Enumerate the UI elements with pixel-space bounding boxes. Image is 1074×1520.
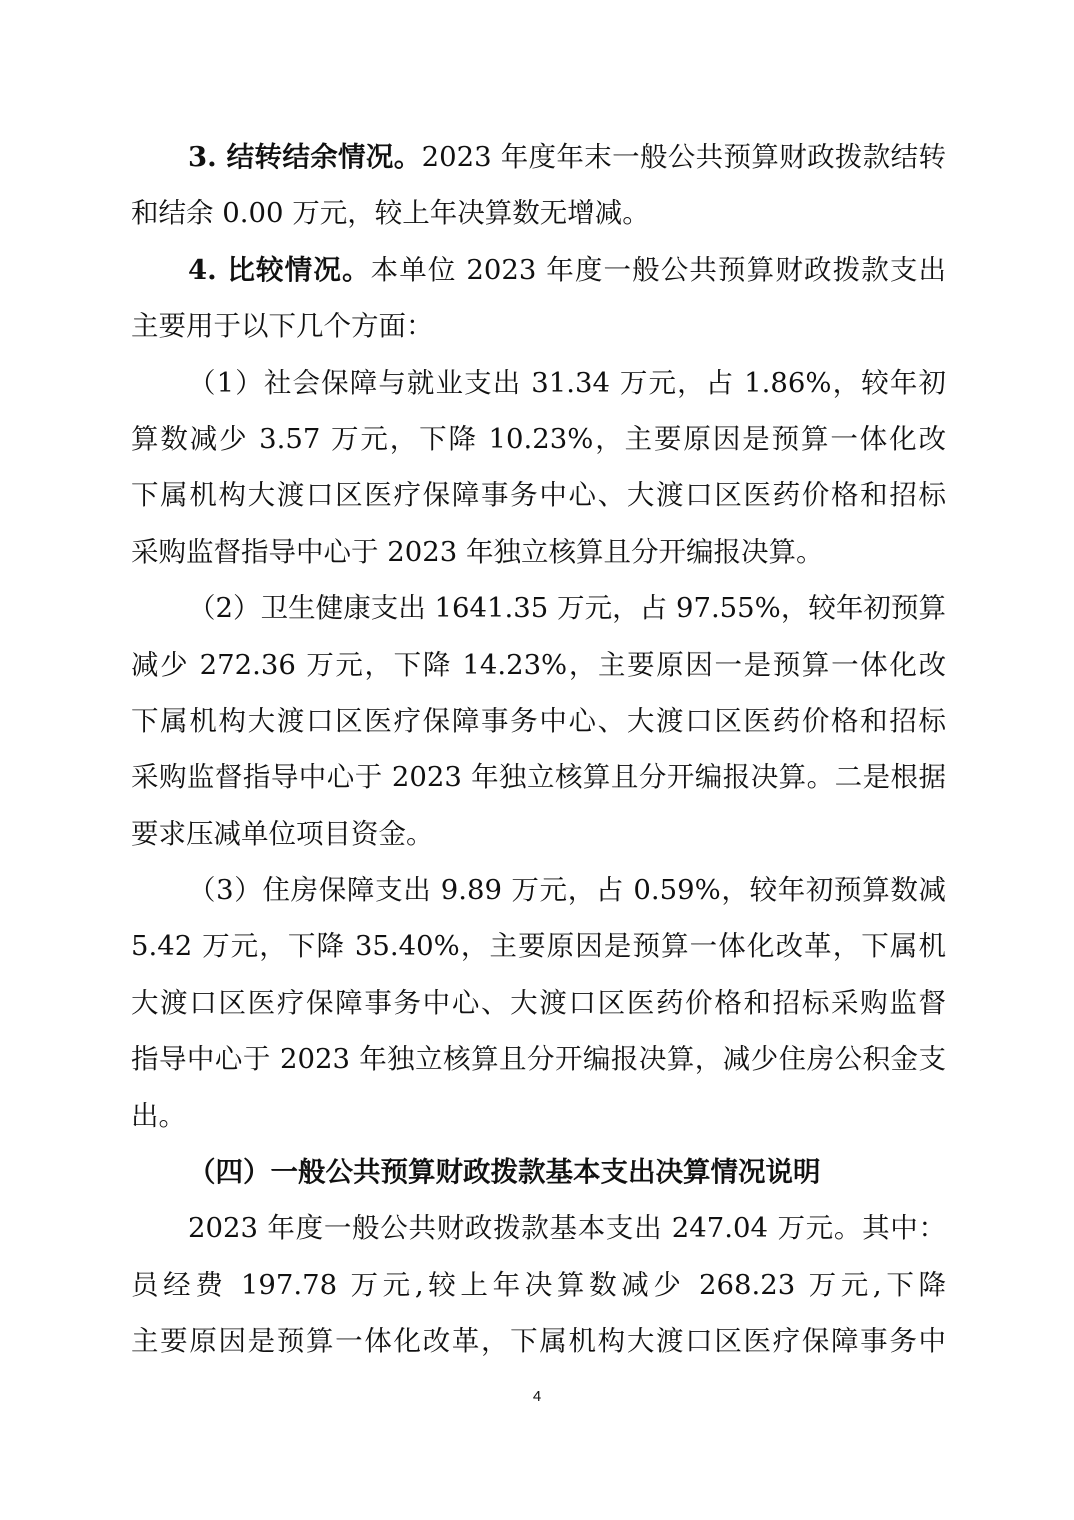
text-line [131,1313,946,1369]
text-line [131,862,946,918]
line-text: 员经费 197.78 万元,较上年决算数减少 268.23 万元,下降 [131,1268,946,1301]
line-text: 大渡口区医疗保障事务中心、大渡口区医药价格和招标采购监督 [131,986,946,1019]
line-text: 要求压减单位项目资金。 [131,817,434,850]
text-line [131,637,946,693]
text-line [131,298,946,354]
line-text: 2023 年度一般公共财政拨款基本支出 247.04 万元。其中： [188,1212,946,1245]
bold-lead: 4. 比较情况。 [188,253,371,286]
text-line [131,411,946,467]
line-text: 主要原因是预算一体化改革，下属机构大渡口区医疗保障事务中 [131,1325,946,1358]
text-line [131,806,946,862]
text-line [131,524,946,580]
line-text: 出。 [131,1099,186,1132]
line-text: 下属机构大渡口区医疗保障事务中心、大渡口区医药价格和招标 [131,704,946,737]
text-line [131,185,946,241]
line-text: 本单位 2023 年度一般公共预算财政拨款支出 [370,253,946,286]
bold-lead: 3. 结转结余情况。 [188,141,422,173]
text-line [131,242,946,298]
page-number: 4 [532,1388,542,1405]
line-text: （2）卫生健康支出 1641.35 万元，占 97.55%，较年初预算 [188,592,946,625]
text-line [131,467,946,523]
line-text: （3）住房保障支出 9.89 万元，占 0.59%，较年初预算数减 [188,874,946,907]
text-line [131,975,946,1031]
text-line [131,918,946,974]
text-line [131,355,946,411]
line-text: （四）一般公共预算财政拨款基本支出决算情况说明 [188,1156,821,1189]
text-line [131,1031,946,1087]
line-text: 2023 年度年末一般公共预算财政拨款结转 [421,141,946,173]
line-text: （1）社会保障与就业支出 31.34 万元，占 1.86%，较年初 [188,366,946,399]
section-heading [131,1144,946,1200]
text-line [131,580,946,636]
text-line [131,1257,946,1313]
document-body [131,129,946,1370]
line-text: 采购监督指导中心于 2023 年独立核算且分开编报决算。 [131,535,824,568]
text-line [131,693,946,749]
line-text: 5.42 万元，下降 35.40%，主要原因是预算一体化改革，下属机 [131,930,946,963]
text-line [131,129,946,185]
line-text: 主要用于以下几个方面： [131,310,434,343]
line-text: 采购监督指导中心于 2023 年独立核算且分开编报决算。二是根据 [131,761,946,794]
text-line [131,749,946,805]
line-text: 算数减少 3.57 万元，下降 10.23%，主要原因是预算一体化改 [131,422,946,455]
line-text: 减少 272.36 万元，下降 14.23%，主要原因一是预算一体化改 [131,648,946,681]
line-text: 下属机构大渡口区医疗保障事务中心、大渡口区医药价格和招标 [131,479,946,512]
line-text: 和结余 0.00 万元，较上年决算数无增减。 [131,197,650,230]
text-line [131,1088,946,1144]
text-line [131,1200,946,1256]
line-text: 指导中心于 2023 年独立核算且分开编报决算，减少住房公积金支 [131,1043,946,1076]
